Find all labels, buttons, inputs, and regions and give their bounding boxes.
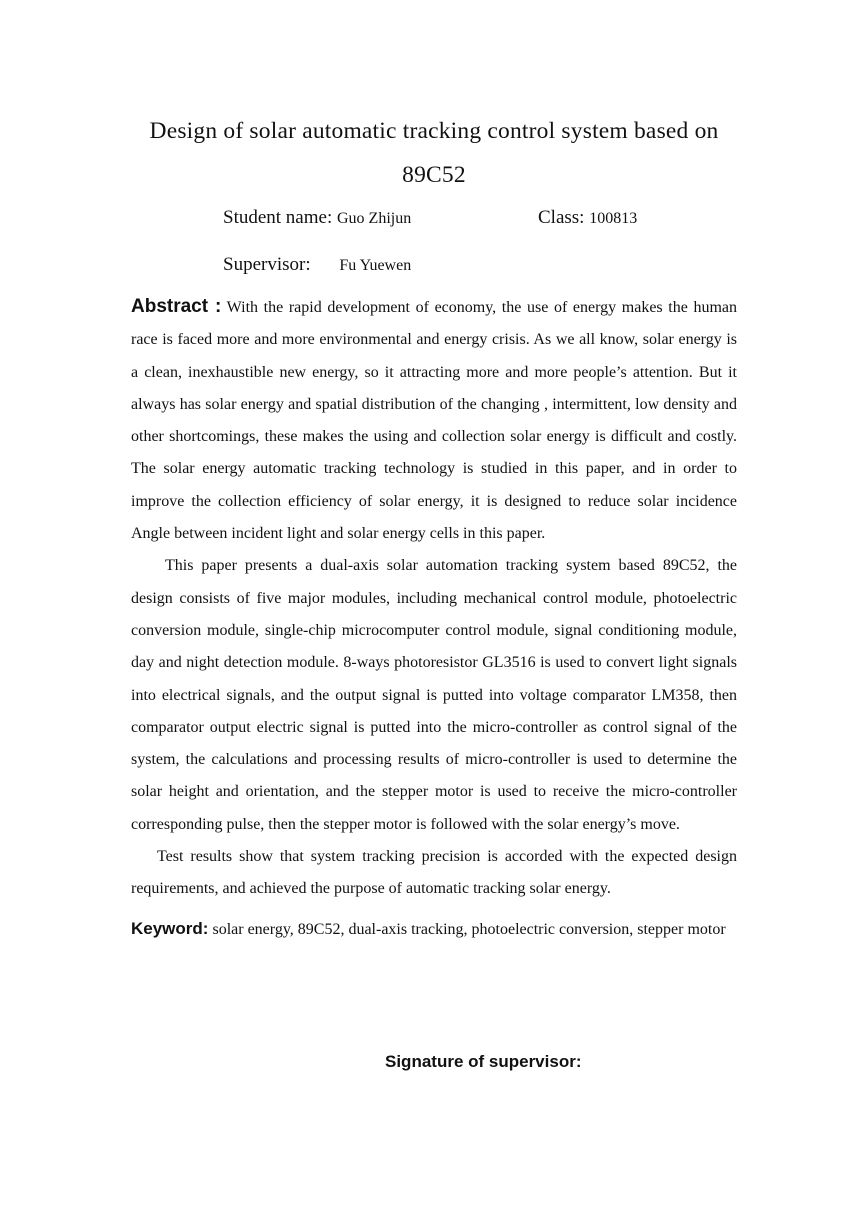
supervisor-value: Fu Yuewen: [339, 257, 412, 274]
abstract-text-1: With the rapid development of economy, the use of energy makes the human race is faced more and more environmental and energy crisis. As we all know, solar energy is a clean, inexhaustible new energy, so it attracting more and more people’s attention. But it always has solar energy and spatial distribution of the changing , intermittent, low density and other shortcomings, these makes the using and collection solar energy is difficult and costly. The solar energy automatic tracking technology is studied in this paper, and in order to improve the collection efficiency of solar energy, it is designed to reduce solar incidence Angle between incident light and solar energy cells in this paper.: [131, 299, 738, 543]
abstract-paragraph-3: Test results show that system tracking precision is accorded with the expected design requirements, and achieved the purpose of automatic tracking solar energy.: [131, 848, 737, 898]
student-name-row: [223, 206, 411, 231]
abstract-label: Abstract :: [131, 296, 222, 317]
keyword-paragraph: [131, 910, 737, 949]
student-name-value: Guo Zhijun: [336, 210, 412, 227]
title-line-1: Design of solar automatic tracking control system based on: [149, 118, 719, 144]
supervisor-label: Supervisor:: [223, 254, 311, 275]
student-name-label: Student name:: [223, 207, 333, 228]
abstract-section: [131, 291, 737, 949]
class-label: Class:: [538, 207, 585, 228]
paper-title: [100, 109, 768, 197]
abstract-paragraph-1: [131, 291, 737, 550]
supervisor-row: [223, 253, 411, 278]
abstract-paragraph-2: This paper presents a dual-axis solar automation tracking system based 89C52, the design consists of five major modules, including mechanical control module, photoelectric conversion module, single-chip microcomputer control module, signal conditioning module, day and night detection module. 8-ways photoresistor GL3516 is used to convert light signals into electrical signals, and the output signal is putted into voltage comparator LM358, then comparator output electric signal is putted into the micro-controller as control signal of the system, the calculations and processing results of micro-controller is used to determine the solar height and orientation, and the stepper motor is used to receive the micro-controller corresponding pulse, then the stepper motor is followed with the solar energy’s move.: [131, 557, 737, 833]
title-line-2: 89C52: [402, 162, 466, 188]
signature-label: Signature of supervisor:: [385, 1052, 582, 1071]
class-row: [538, 206, 637, 231]
keyword-label: Keyword:: [131, 918, 209, 938]
keyword-text: solar energy, 89C52, dual-axis tracking, photoelectric conversion, stepper motor: [212, 920, 726, 938]
class-value: 100813: [589, 210, 638, 227]
